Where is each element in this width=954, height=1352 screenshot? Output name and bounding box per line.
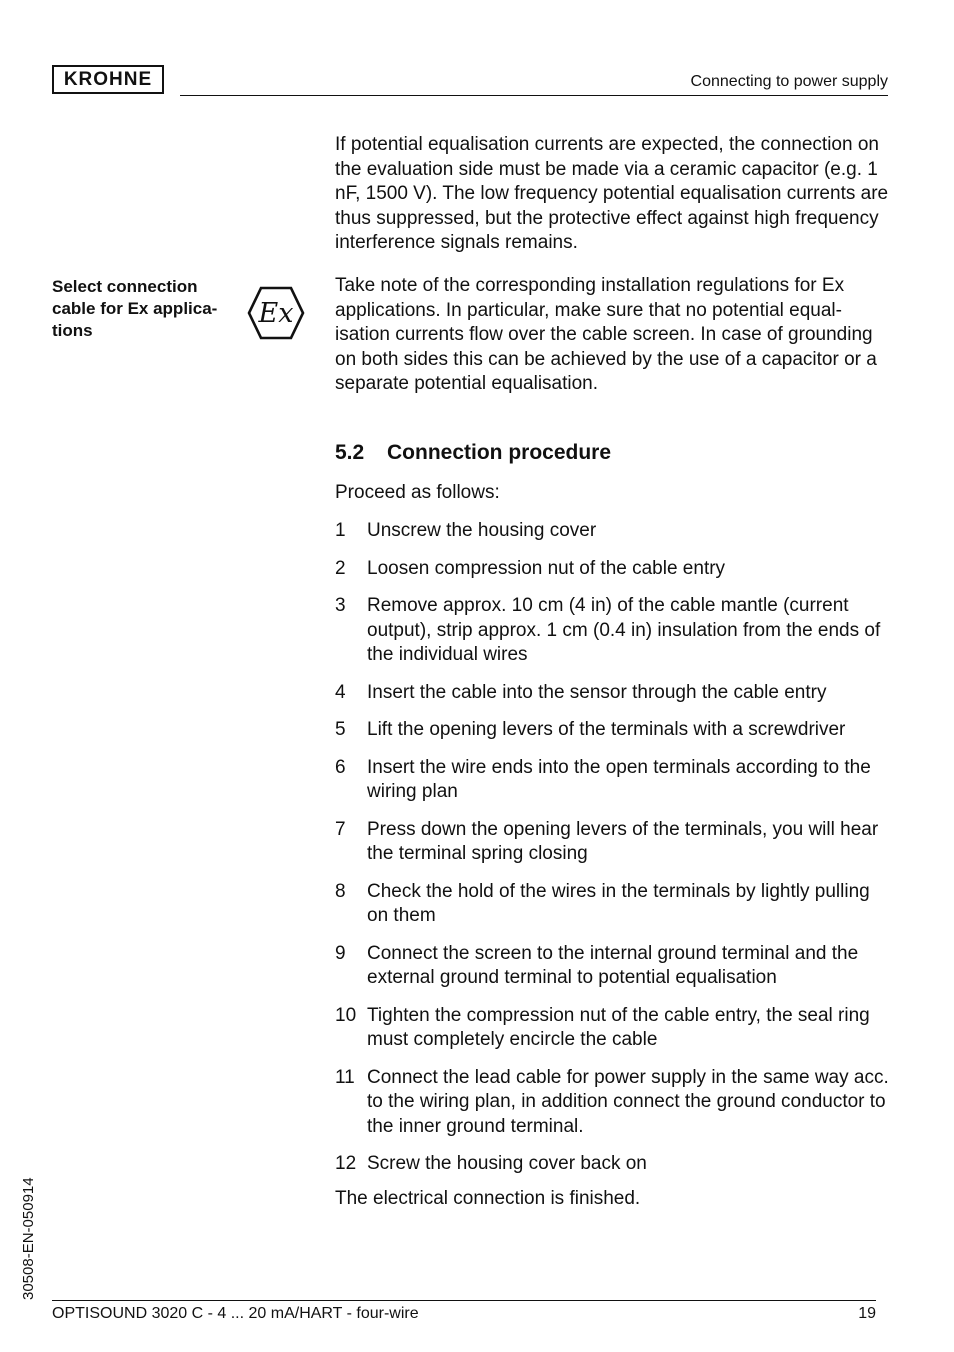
step-number: 12 <box>335 1153 357 1174</box>
step-text: Insert the cable into the sensor through the cable entry <box>367 681 827 703</box>
step-number: 11 <box>335 1066 355 1088</box>
ex-hexagon-icon <box>247 286 305 340</box>
footer-product: OPTISOUND 3020 C - 4 ... 20 mA/HART - four-wire <box>52 1305 419 1322</box>
margin-note: Select connection cable for Ex applica-tions <box>52 277 218 340</box>
step-number: 5 <box>335 719 346 740</box>
step-text: Insert the wire ends into the open terminals according to the wiring plan <box>367 756 871 802</box>
step-item <box>335 519 891 544</box>
step-text: Connect the lead cable for power supply in the same way acc. to the wiring plan, in addition connect the ground conductor to the inner ground terminal. <box>367 1066 889 1137</box>
page-number: 19 <box>858 1305 876 1322</box>
step-number: 10 <box>335 1004 357 1026</box>
svg-text:Ex: Ex <box>258 298 294 329</box>
intro-paragraph: If potential equalisation currents are expected, the connection on the evaluation side must be made via a ceramic capacitor (e.g. 1 nF, 1500 V). The low frequency potential equalisation currents are thus suppressed, but the protective effect against high frequency interference signals remains. <box>335 134 889 253</box>
section-title: Connection procedure <box>387 441 612 464</box>
step-item <box>335 880 891 929</box>
step-text: Screw the housing cover back on <box>367 1153 647 1174</box>
step-number: 1 <box>335 520 346 541</box>
section-number: 5.2 <box>335 441 365 464</box>
krohne-logo: KROHNE <box>52 65 164 94</box>
section-heading <box>335 441 611 465</box>
header-rule <box>180 95 888 96</box>
step-text: Unscrew the housing cover <box>367 520 597 541</box>
finished-text: The electrical connection is finished. <box>335 1188 641 1209</box>
step-item <box>335 557 891 582</box>
ex-paragraph: Take note of the corresponding installation regulations for Ex applications. In particular, make sure that no potential equal-isation currents flow over the cable screen. In case of grounding on both sides this can be achieved by the use of a capacitor or a separate potential equalisation. <box>335 275 877 394</box>
step-number: 2 <box>335 557 346 579</box>
step-item <box>335 942 891 991</box>
step-number: 4 <box>335 681 346 703</box>
step-item <box>335 1004 891 1053</box>
step-item <box>335 756 891 805</box>
step-number: 6 <box>335 756 346 778</box>
step-item <box>335 718 891 743</box>
step-number: 3 <box>335 595 346 616</box>
proceed-text: Proceed as follows: <box>335 482 500 503</box>
document-id: 30508-EN-050914 <box>20 1177 37 1300</box>
step-number: 8 <box>335 880 346 902</box>
step-number: 7 <box>335 818 346 840</box>
step-number: 9 <box>335 942 346 964</box>
step-item <box>335 1152 891 1177</box>
step-text: Connect the screen to the internal ground terminal and the external ground terminal to potential equalisation <box>367 942 859 988</box>
step-text: Lift the opening levers of the terminals with a screwdriver <box>367 719 846 740</box>
step-item <box>335 818 891 867</box>
step-text: Tighten the compression nut of the cable entry, the seal ring must completely encircle the cable <box>367 1004 870 1050</box>
step-item <box>335 594 891 668</box>
step-item <box>335 681 891 706</box>
step-text: Press down the opening levers of the terminals, you will hear the terminal spring closing <box>367 818 879 864</box>
step-item <box>335 1066 891 1140</box>
step-text: Loosen compression nut of the cable entry <box>367 557 726 579</box>
step-text: Check the hold of the wires in the terminals by lightly pulling on them <box>367 880 870 926</box>
footer-rule <box>52 1300 876 1301</box>
procedure-steps <box>335 519 891 1190</box>
running-header: Connecting to power supply <box>690 73 888 90</box>
step-text: Remove approx. 10 cm (4 in) of the cable mantle (current output), strip approx. 1 cm (0.4 in) insulation from the ends of the individual wires <box>367 595 881 665</box>
